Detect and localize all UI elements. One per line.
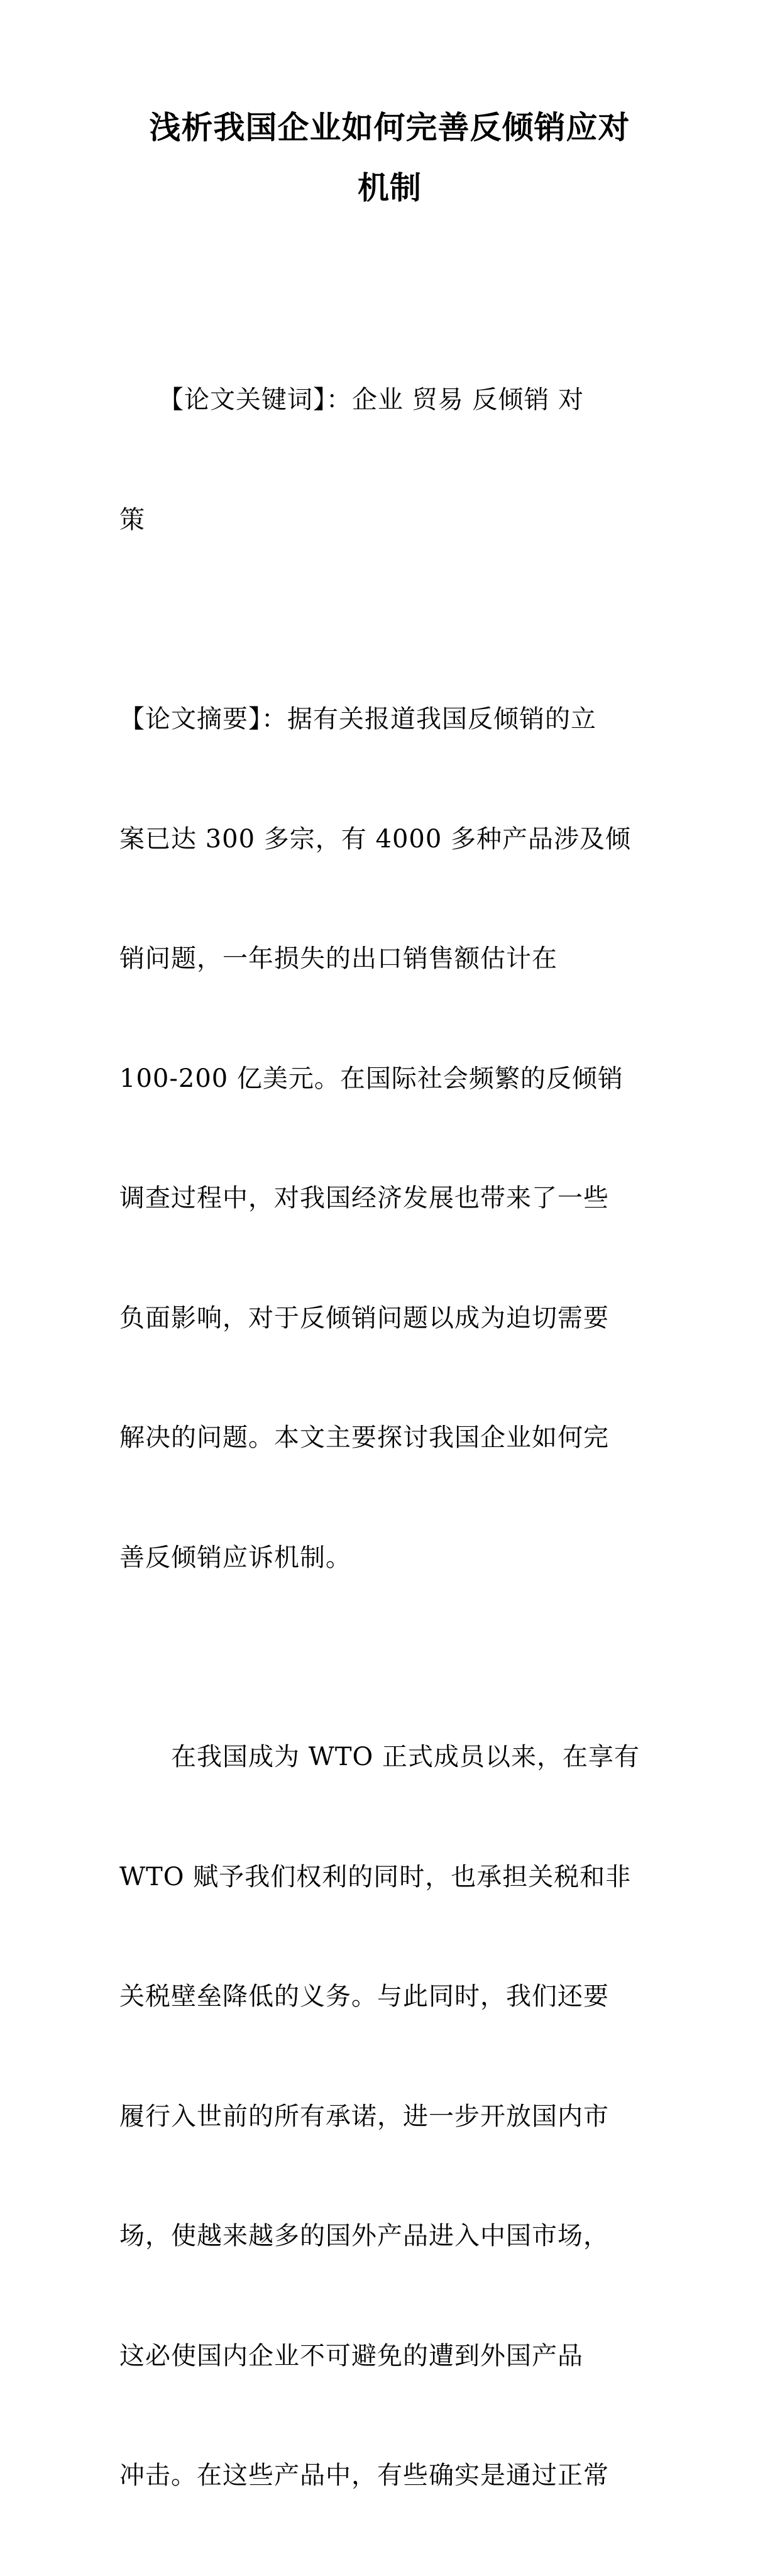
abstract-line: 善反倾销应诉机制。 — [119, 1543, 351, 1572]
document-body — [119, 300, 673, 2576]
body-line: 场，使越来越多的国外产品进入中国市场， — [119, 2221, 609, 2250]
keywords-line: 【论文关键词】：企业 贸易 反倾销 对 — [119, 385, 585, 414]
body-line: 关税壁垒降低的义务。与此同时，我们还要 — [119, 1982, 609, 2011]
abstract-line: 负面影响，对于反倾销问题以成为迫切需要 — [119, 1303, 609, 1333]
body-line: 冲击。在这些产品中，有些确实是通过正常 — [119, 2461, 609, 2490]
abstract-line: 解决的问题。本文主要探讨我国企业如何完 — [119, 1423, 609, 1452]
title-line: 机制 — [358, 170, 422, 206]
abstract-line: 销问题，一年损失的出口销售额估计在 — [119, 944, 558, 973]
title-line: 浅析我国企业如何完善反倾销应对 — [149, 109, 630, 146]
abstract-line: 调查过程中，对我国经济发展也带来了一些 — [119, 1184, 609, 1213]
abstract-line: 【论文摘要】：据有关报道我国反倾销的立 — [119, 705, 596, 734]
document-title — [113, 97, 666, 218]
keywords-paragraph — [119, 300, 673, 620]
abstract-paragraph — [119, 620, 673, 1658]
body-line: WTO 赋予我们权利的同时，也承担关税和非 — [119, 1862, 632, 1891]
body-line: 这必使国内企业不可避免的遭到外国产品 — [119, 2341, 583, 2370]
keywords-line: 策 — [119, 505, 145, 534]
abstract-line: 100-200 亿美元。在国际社会频繁的反倾销 — [119, 1064, 623, 1093]
body-line: 在我国成为 WTO 正式成员以来，在享有 — [119, 1742, 640, 1771]
body-paragraph — [119, 1658, 673, 2576]
abstract-line: 案已达 300 多宗，有 4000 多种产品涉及倾 — [119, 824, 632, 854]
body-line: 履行入世前的所有承诺，进一步开放国内市 — [119, 2101, 609, 2131]
